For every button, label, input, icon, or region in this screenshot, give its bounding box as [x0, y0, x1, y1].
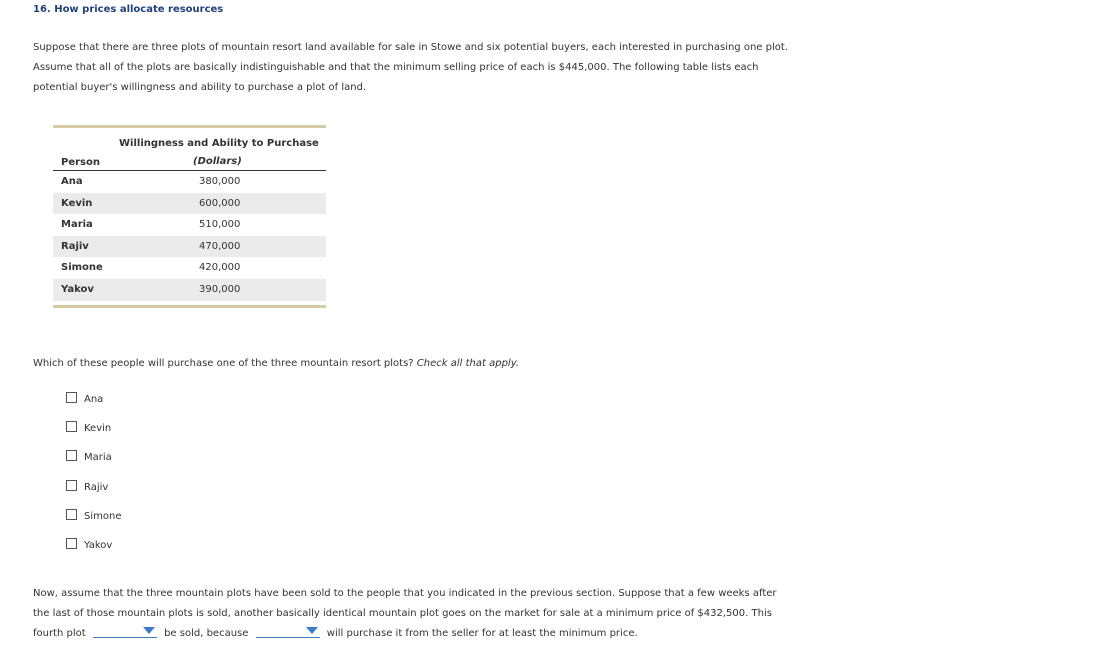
column-header-person: Person	[61, 157, 100, 168]
question-instruction: Check all that apply.	[416, 358, 520, 369]
checkbox-option-ana[interactable]	[66, 391, 121, 420]
column-header-unit: (Dollars)	[193, 156, 242, 167]
willingness-value: 600,000	[199, 197, 241, 209]
checkbox-option-simone[interactable]	[66, 508, 121, 537]
person-name: Simone	[61, 262, 103, 274]
checkbox-option-maria[interactable]	[66, 449, 121, 478]
table-header	[53, 128, 326, 171]
followup-text: will purchase it from the seller for at least the minimum price.	[326, 628, 638, 639]
willingness-table	[53, 125, 326, 308]
checkbox[interactable]	[66, 421, 77, 432]
checkbox-option-kevin[interactable]	[66, 420, 121, 449]
will-or-will-not-dropdown[interactable]	[93, 625, 157, 638]
dropdown-arrow-icon[interactable]	[143, 627, 155, 634]
table-row	[53, 214, 326, 236]
intro-paragraph	[33, 38, 1033, 98]
followup-paragraph	[33, 584, 1033, 644]
checkbox-label[interactable]: Rajiv	[84, 481, 109, 493]
followup-text: be sold, because	[164, 628, 249, 639]
willingness-value: 420,000	[199, 262, 241, 274]
person-name: Ana	[61, 176, 83, 187]
dropdown-arrow-icon[interactable]	[306, 627, 318, 634]
table-row	[53, 171, 326, 193]
question-title: 16. How prices allocate resources	[33, 4, 224, 15]
table-bottom-rule	[53, 305, 326, 308]
checkbox-label[interactable]: Simone	[84, 510, 122, 522]
willingness-value: 470,000	[199, 240, 241, 252]
willingness-value: 390,000	[199, 283, 241, 295]
checkbox-label[interactable]: Ana	[84, 394, 104, 405]
followup-text: fourth plot	[33, 628, 86, 639]
person-name: Yakov	[61, 283, 94, 295]
checkbox-label[interactable]: Maria	[84, 452, 112, 464]
person-name: Kevin	[61, 197, 93, 209]
question-text: Which of these people will purchase one of the three mountain resort plots?	[33, 358, 417, 369]
willingness-value: 380,000	[199, 176, 241, 187]
willingness-value: 510,000	[199, 219, 241, 231]
intro-line: potential buyer's willingness and ability to purchase a plot of land.	[33, 82, 367, 93]
person-name: Rajiv	[61, 240, 89, 252]
checkbox-label[interactable]: Yakov	[84, 539, 113, 551]
checkbox[interactable]	[66, 509, 77, 520]
checkbox[interactable]	[66, 538, 77, 549]
table-row	[53, 236, 326, 258]
table-row	[53, 279, 326, 301]
followup-line: the last of those mountain plots is sold, another basically identical mountain plot goes on the market for sale at a minimum price of $432,500. This	[33, 608, 772, 619]
followup-line: Now, assume that the three mountain plots have been sold to the people that you indicated in the previous section. Suppose that a few weeks after	[33, 588, 777, 599]
person-name: Maria	[61, 219, 93, 231]
checkbox-option-rajiv[interactable]	[66, 479, 121, 508]
intro-line: Assume that all of the plots are basically indistinguishable and that the minimum selling price of each is $445,000. The following table lists each	[33, 62, 759, 73]
intro-line: Suppose that there are three plots of mountain resort land available for sale in Stowe and six potential buyers, each interested in purchasing one plot.	[33, 42, 788, 53]
question-prompt	[33, 358, 519, 369]
buyer-checklist	[66, 391, 121, 566]
followup-line-with-dropdowns	[33, 624, 1033, 644]
checkbox-option-yakov[interactable]	[66, 537, 121, 566]
checkbox[interactable]	[66, 392, 77, 403]
checkbox[interactable]	[66, 480, 77, 491]
buyer-dropdown[interactable]	[256, 625, 320, 638]
checkbox[interactable]	[66, 450, 77, 461]
table-row	[53, 193, 326, 215]
checkbox-label[interactable]: Kevin	[84, 423, 112, 435]
column-header-willingness: Willingness and Ability to Purchase	[119, 138, 319, 149]
table-row	[53, 257, 326, 279]
